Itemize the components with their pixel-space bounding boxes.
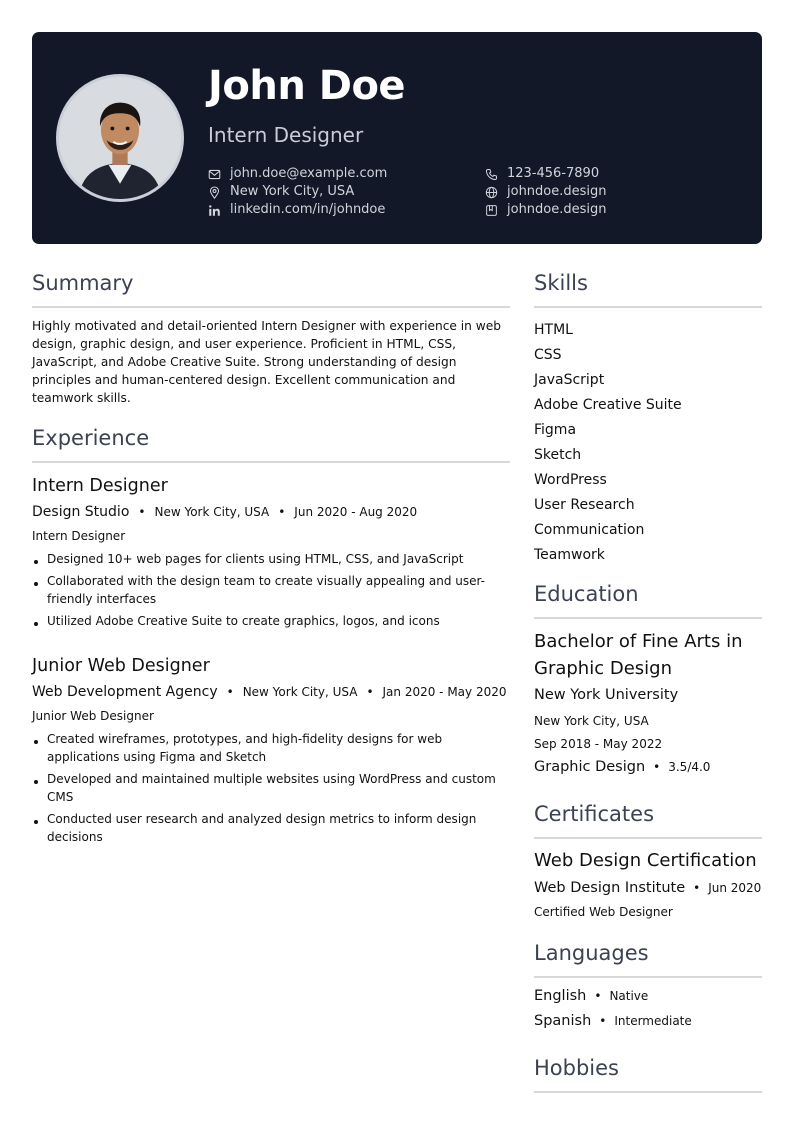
education-location: New York City, USA bbox=[534, 714, 649, 728]
education-major-row bbox=[534, 759, 710, 775]
hobbies-heading: Hobbies bbox=[534, 1056, 619, 1080]
contact-location bbox=[208, 183, 354, 201]
portfolio-icon bbox=[485, 204, 498, 217]
hobbies-divider bbox=[534, 1091, 762, 1093]
separator-dot: • bbox=[366, 685, 374, 699]
mail-icon bbox=[208, 168, 221, 181]
education-heading: Education bbox=[534, 582, 639, 606]
skill-item: WordPress bbox=[534, 472, 607, 488]
separator-dot: • bbox=[594, 989, 602, 1003]
globe-icon bbox=[485, 186, 498, 199]
separator-dot: • bbox=[138, 505, 146, 519]
contact-location-text: New York City, USA bbox=[230, 184, 355, 199]
list-item: Designed 10+ web pages for clients using HTML, CSS, and JavaScript bbox=[32, 550, 508, 568]
contact-email-text: john.doe@example.com bbox=[230, 166, 388, 181]
job-meta bbox=[32, 504, 417, 520]
list-item: Collaborated with the design team to create visually appealing and user-friendly interfaces bbox=[32, 572, 508, 608]
list-item: Developed and maintained multiple websites using WordPress and custom CMS bbox=[32, 770, 508, 806]
job-position: Intern Designer bbox=[32, 529, 126, 543]
list-item: Conducted user research and analyzed design metrics to inform design decisions bbox=[32, 810, 508, 846]
job-dates: Jun 2020 - Aug 2020 bbox=[294, 505, 418, 519]
languages-divider bbox=[534, 976, 762, 978]
skill-item: Communication bbox=[534, 522, 645, 538]
language-item bbox=[534, 1013, 692, 1029]
job-company: Design Studio bbox=[32, 504, 130, 520]
summary-divider bbox=[32, 306, 510, 308]
separator-dot: • bbox=[693, 881, 701, 895]
job-title: Junior Web Designer bbox=[32, 656, 210, 676]
separator-dot: • bbox=[278, 505, 286, 519]
job-meta bbox=[32, 684, 507, 700]
language-name: Spanish bbox=[534, 1013, 592, 1029]
skill-item: Adobe Creative Suite bbox=[534, 397, 682, 413]
job-company: Web Development Agency bbox=[32, 684, 218, 700]
certificate-description: Certified Web Designer bbox=[534, 905, 673, 919]
language-level: Native bbox=[609, 989, 649, 1003]
job-dates: Jan 2020 - May 2020 bbox=[382, 685, 507, 699]
education-divider bbox=[534, 617, 762, 619]
linkedin-icon bbox=[208, 204, 221, 217]
experience-heading: Experience bbox=[32, 426, 150, 450]
skill-item: Teamwork bbox=[534, 547, 605, 563]
skills-heading: Skills bbox=[534, 271, 588, 295]
contact-linkedin[interactable] bbox=[208, 201, 385, 219]
job-location: New York City, USA bbox=[154, 505, 270, 519]
profile-photo bbox=[56, 74, 184, 202]
education-major: Graphic Design bbox=[534, 759, 646, 775]
certificate-issuer: Web Design Institute bbox=[534, 880, 686, 896]
contact-website[interactable] bbox=[485, 183, 607, 201]
skill-item: Sketch bbox=[534, 447, 582, 463]
language-item bbox=[534, 988, 648, 1004]
list-item: Utilized Adobe Creative Suite to create graphics, logos, and icons bbox=[32, 612, 508, 630]
phone-icon bbox=[485, 168, 498, 181]
person-avatar-icon bbox=[59, 77, 181, 199]
certificates-heading: Certificates bbox=[534, 802, 655, 826]
skills-list bbox=[534, 318, 682, 568]
resume-header bbox=[32, 32, 762, 244]
contact-phone-text: 123-456-7890 bbox=[507, 166, 600, 181]
certificates-divider bbox=[534, 837, 762, 839]
candidate-name: John Doe bbox=[208, 63, 406, 109]
language-level: Intermediate bbox=[614, 1014, 692, 1028]
map-pin-icon bbox=[208, 186, 221, 199]
job-title: Intern Designer bbox=[32, 476, 168, 496]
language-name: English bbox=[534, 988, 587, 1004]
contact-linkedin-text: linkedin.com/in/johndoe bbox=[230, 202, 386, 217]
summary-heading: Summary bbox=[32, 271, 134, 295]
education-degree: Bachelor of Fine Arts in Graphic Design bbox=[534, 631, 743, 679]
contact-website-text: johndoe.design bbox=[507, 184, 607, 199]
languages-heading: Languages bbox=[534, 941, 649, 965]
summary-text: Highly motivated and detail-oriented Intern Designer with experience in web design, graphic design, and user experience. Proficient in HTML, CSS, JavaScript, and Adobe Creative Suite. Strong understanding of design principles and human-centered design. Excellent communication and teamwork skills. bbox=[32, 319, 501, 405]
skill-item: JavaScript bbox=[534, 372, 605, 388]
job-position: Junior Web Designer bbox=[32, 709, 154, 723]
job-bullets bbox=[32, 550, 508, 634]
contact-phone[interactable] bbox=[485, 165, 599, 183]
education-school: New York University bbox=[534, 687, 679, 703]
skill-item: CSS bbox=[534, 347, 562, 363]
job-location: New York City, USA bbox=[242, 685, 358, 699]
job-bullets bbox=[32, 730, 508, 850]
separator-dot: • bbox=[653, 760, 661, 774]
certificate-name: Web Design Certification bbox=[534, 850, 757, 871]
experience-divider bbox=[32, 461, 510, 463]
skills-divider bbox=[534, 306, 762, 308]
skill-item: HTML bbox=[534, 322, 573, 338]
skill-item: Figma bbox=[534, 422, 577, 438]
separator-dot: • bbox=[226, 685, 234, 699]
candidate-role: Intern Designer bbox=[208, 123, 364, 147]
certificate-date: Jun 2020 bbox=[708, 881, 762, 895]
skill-item: User Research bbox=[534, 497, 635, 513]
contact-portfolio[interactable] bbox=[485, 201, 607, 219]
separator-dot: • bbox=[599, 1014, 607, 1028]
education-dates: Sep 2018 - May 2022 bbox=[534, 737, 663, 751]
list-item: Created wireframes, prototypes, and high-fidelity designs for web applications using Figma and Sketch bbox=[32, 730, 508, 766]
contact-portfolio-text: johndoe.design bbox=[507, 202, 607, 217]
contact-email[interactable] bbox=[208, 165, 387, 183]
education-gpa: 3.5/4.0 bbox=[668, 760, 711, 774]
certificate-meta bbox=[534, 880, 761, 896]
